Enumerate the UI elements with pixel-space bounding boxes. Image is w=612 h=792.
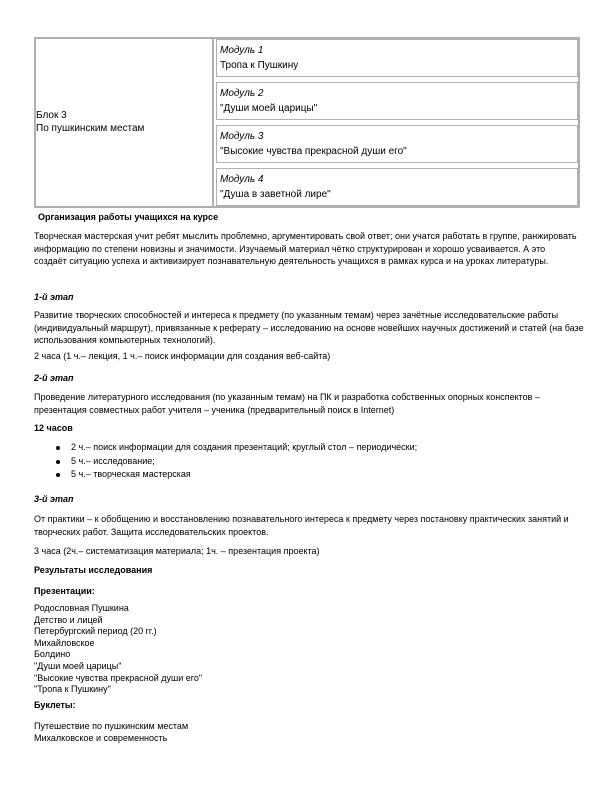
stage-1-title: 1-й этап xyxy=(34,292,74,302)
list-item: 5 ч.– исследование; xyxy=(56,455,417,469)
module-label: Модуль 4 xyxy=(220,174,264,185)
list-item: Болдино xyxy=(34,649,71,660)
bullet-icon xyxy=(56,446,60,450)
stage-3-title: 3-й этап xyxy=(34,494,74,504)
module-cell-1 xyxy=(216,39,578,77)
module-cell-3 xyxy=(216,125,578,163)
stage-3-text: От практики – к обобщению и восстановлению познавательного интереса к предмету через постановку практических занятий и творческих работ. Защита исследовательских проектов. xyxy=(34,514,569,537)
list-item: "Души моей царицы" xyxy=(34,660,122,671)
bullet-icon xyxy=(56,473,60,477)
booklets-heading: Буклеты: xyxy=(34,700,76,710)
module-name: "Душа в заветной лире" xyxy=(220,189,331,200)
intro-paragraph: Творческая мастерская учит ребят мыслить проблемно, аргументировать свой ответ; они учатся работать в группе, ранжировать информацию по степени новизны и значимости. Изучаемый материал чётко структурирован и хорошо усваивается. А это создаёт ситуацию успеха и активизирует познавательную деятельность учащихся в рамках курса и на уроках литературы. xyxy=(34,231,577,266)
list-item: Петербургский период (20 гг.) xyxy=(34,626,157,637)
list-item: 5 ч.– творческая мастерская xyxy=(56,468,417,482)
list-item: "Тропа к Пушкину" xyxy=(34,684,111,695)
list-item: Детство и лицей xyxy=(34,614,103,625)
presentations-list xyxy=(34,603,202,696)
booklets-list xyxy=(34,721,188,744)
results-heading: Результаты исследования xyxy=(34,565,153,575)
presentations-heading: Презентации: xyxy=(34,586,95,596)
block-title xyxy=(36,109,144,135)
stage-1-hours: 2 часа (1 ч.– лекция, 1 ч.– поиск информации для создания веб-сайта) xyxy=(34,351,331,361)
modules-column xyxy=(216,39,578,206)
list-item: Михалковское и современность xyxy=(34,732,168,743)
organization-heading: Организация работы учащихся на курсе xyxy=(38,212,219,222)
stage-2-text: Проведение литературного исследования (по указанным темам) на ПК и разработка собственных опорных конспектов – презентация совместных работ учителя – ученика (предварительный поиск в Internet) xyxy=(34,392,540,415)
stage-2-hours: 12 часов xyxy=(34,423,73,433)
module-label: Модуль 1 xyxy=(220,45,264,56)
list-item: Михайловское xyxy=(34,637,95,648)
module-name: "Высокие чувства прекрасной души его" xyxy=(220,146,407,157)
stage-1-text: Развитие творческих способностей и интереса к предмету (по указанным темам) через зачётные исследовательские работы (индивидуальный маршрут), привязанные к реферату – исследованию на основе новейших научных достижений и статей (на базе использования компьютерных технологий). xyxy=(34,310,584,345)
stage-2-title: 2-й этап xyxy=(34,373,74,383)
stage-2-bullet-list xyxy=(56,441,417,482)
module-cell-2 xyxy=(216,82,578,120)
module-name: "Души моей царицы" xyxy=(220,103,318,114)
module-label: Модуль 3 xyxy=(220,131,264,142)
module-name: Тропа к Пушкину xyxy=(220,60,299,71)
bullet-icon xyxy=(56,460,60,464)
module-label: Модуль 2 xyxy=(220,88,264,99)
stage-3-hours: 3 часа (2ч.– систематизация материала; 1ч. – презентация проекта) xyxy=(34,546,320,556)
block-name: По пушкинским местам xyxy=(36,123,145,134)
block-label: Блок 3 xyxy=(36,110,67,121)
list-item: Родословная Пушкина xyxy=(34,603,129,613)
list-item: "Высокие чувства прекрасной души его" xyxy=(34,672,203,683)
modules-table xyxy=(34,37,580,208)
list-item: Путешествие по пушкинским местам xyxy=(34,721,189,731)
list-item: 2 ч.– поиск информации для создания презентаций; круглый стол – периодически; xyxy=(56,441,417,455)
block-cell xyxy=(34,37,214,208)
module-cell-4 xyxy=(216,168,578,206)
